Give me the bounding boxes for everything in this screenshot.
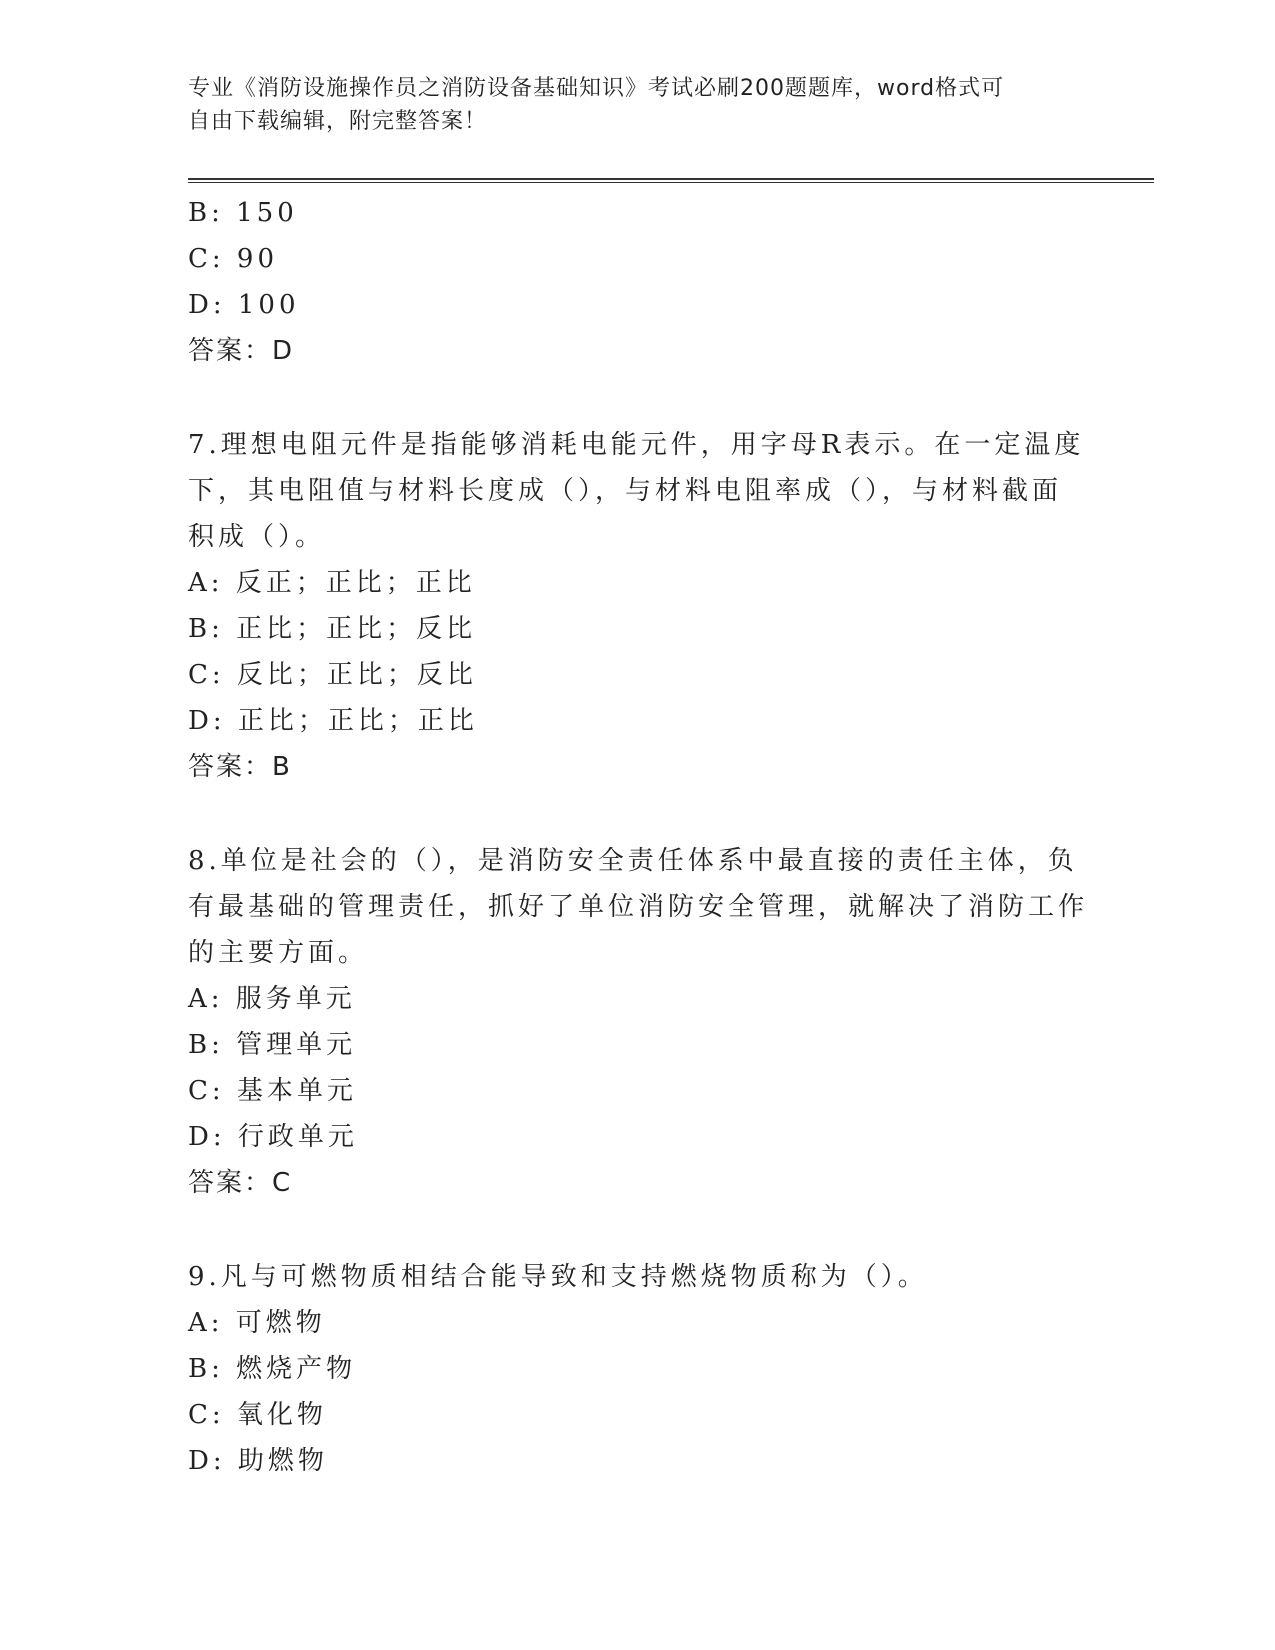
answer-line: 答案：D (188, 336, 295, 366)
question-list (188, 190, 1089, 1484)
option-c: C: 基本单元 (188, 1076, 357, 1106)
answer-line: 答案：C (188, 1168, 293, 1198)
question-stem-line: 的主要方面。 (188, 938, 369, 968)
option-d: D: 100 (188, 290, 300, 320)
question-6-tail (188, 190, 1068, 374)
header-line-1: 专业《消防设施操作员之消防设备基础知识》考试必刷200题题库，word格式可 (188, 76, 1005, 101)
option-d: D: 助燃物 (188, 1446, 328, 1476)
document-header (188, 72, 1068, 138)
question-stem-line: 8.单位是社会的（），是消防安全责任体系中最直接的责任主体，负 (188, 846, 1078, 876)
option-b: B: 正比；正比；反比 (188, 614, 477, 644)
question-8 (188, 838, 1089, 1206)
answer-line: 答案：B (188, 752, 292, 782)
option-b: B: 燃烧产物 (188, 1354, 357, 1384)
option-a: A: 服务单元 (188, 984, 356, 1014)
header-divider-thick (188, 178, 1154, 180)
option-c: C: 氧化物 (188, 1400, 327, 1430)
option-a: A: 可燃物 (188, 1308, 326, 1338)
question-9 (188, 1254, 1068, 1484)
question-stem-line: 有最基础的管理责任，抓好了单位消防安全管理，就解决了消防工作 (188, 892, 1089, 922)
question-stem-line: 积成（）。 (188, 522, 326, 552)
header-divider-thin (188, 182, 1154, 183)
option-b: B: 150 (188, 198, 298, 228)
header-line-2: 自由下载编辑，附完整答案！ (188, 109, 488, 134)
question-stem-line: 下，其电阻值与材料长度成（），与材料电阻率成（），与材料截面 (188, 476, 1063, 506)
question-stem-line: 7.理想电阻元件是指能够消耗电能元件，用字母R表示。在一定温度 (188, 430, 1085, 460)
option-d: D: 行政单元 (188, 1122, 358, 1152)
option-c: C: 反比；正比；反比 (188, 660, 477, 690)
question-7 (188, 422, 1085, 790)
question-stem-line: 9.凡与可燃物质相结合能导致和支持燃烧物质称为（）。 (188, 1262, 928, 1292)
option-a: A: 反正；正比；正比 (188, 568, 476, 598)
option-c: C: 90 (188, 244, 279, 274)
option-b: B: 管理单元 (188, 1030, 357, 1060)
option-d: D: 正比；正比；正比 (188, 706, 478, 736)
